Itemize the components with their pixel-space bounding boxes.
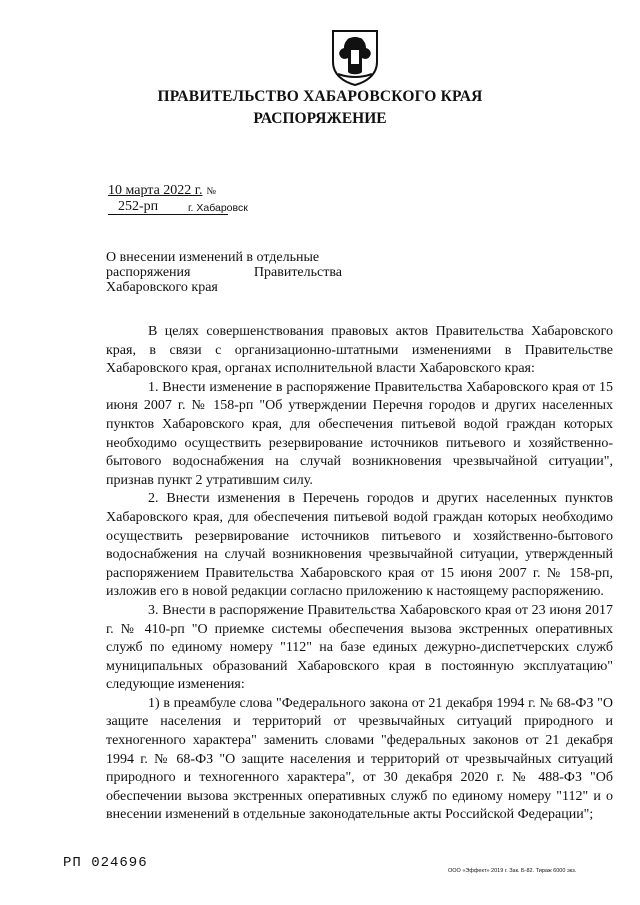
- coat-of-arms-icon: [330, 28, 380, 86]
- body-paragraph: 2. Внести изменения в Перечень городов и других населенных пунктов Хабаровского края, для обеспечения питьевой водой граждан которых необходимо осуществить резервирование источников питьевого и хозяйственно-бытового водоснабжения на случай возникновения чрезвычайной ситуации, утвержденный распоряжением Правительства Хабаровского края от 15 июня 2007 г. № 158-рп, изложив его в новой редакции согласно приложению к настоящему распоряжению.: [106, 491, 613, 600]
- document-body: [106, 323, 613, 825]
- government-title: ПРАВИТЕЛЬСТВО ХАБАРОВСКОГО КРАЯ: [157, 88, 483, 105]
- printer-info: ООО «Эффект» 2019 г. Зак. Б-82. Тираж 6000 экз.: [448, 868, 577, 874]
- document-number: 252-рп: [108, 199, 228, 215]
- document-date: 10 марта 2022 г.: [108, 183, 203, 198]
- subject-line: [106, 265, 342, 280]
- subject-line: Хабаровского края: [106, 280, 218, 295]
- document-type: РАСПОРЯЖЕНИЕ: [253, 110, 387, 127]
- body-paragraph: В целях совершенствования правовых актов Правительства Хабаровского края, в связи с организационно-штатными изменениями в Правительстве Хабаровского края, органах исполнительной власти Хабаровского края:: [106, 324, 613, 377]
- body-paragraph: 3. Внести в распоряжение Правительства Хабаровского края от 23 июня 2017 г. № 410-рп "О приемке системы обеспечения вызова экстренных оперативных служб по единому номеру "112" на базе единых дежурно-диспетчерских служб муниципальных образований Хабаровского края в постоянную эксплуатацию" следующие изменения:: [106, 602, 613, 693]
- document-subject: [106, 250, 342, 295]
- subject-word: распоряжения: [106, 265, 191, 280]
- subject-word: Правительства: [253, 265, 342, 280]
- form-serial-code: РП 024696: [63, 855, 148, 871]
- body-paragraph: 1. Внести изменение в распоряжение Правительства Хабаровского края от 15 июня 2007 г. № 158-рп "Об утверждении Перечня городов и других населенных пунктов Хабаровского края, для обеспечения питьевой водой граждан которых необходимо осуществить резервирование источников питьевого и хозяйственно-бытового водоснабжения на случай возникновения чрезвычайной ситуации", признав пункт 2 утратившим силу.: [106, 379, 613, 488]
- body-paragraph: 1) в преамбуле слова "Федерального закона от 21 декабря 1994 г. № 68-ФЗ "О защите населения и территорий от чрезвычайных ситуаций природного и техногенного характера" заменить словами "федеральных законов от 21 декабря 1994 г. № 68-ФЗ "О защите населения и территорий от чрезвычайных ситуаций природного и техногенного характера", от 30 декабря 2020 г. № 488-ФЗ "Об обеспечении вызова экстренных оперативных служб по единому номеру "112" и о внесении изменений в отдельные законодательные акты Российской Федерации";: [106, 695, 613, 823]
- number-sign: №: [206, 186, 217, 197]
- city-label: г. Хабаровск: [188, 202, 248, 214]
- subject-line: О внесении изменений в отдельные: [106, 250, 320, 265]
